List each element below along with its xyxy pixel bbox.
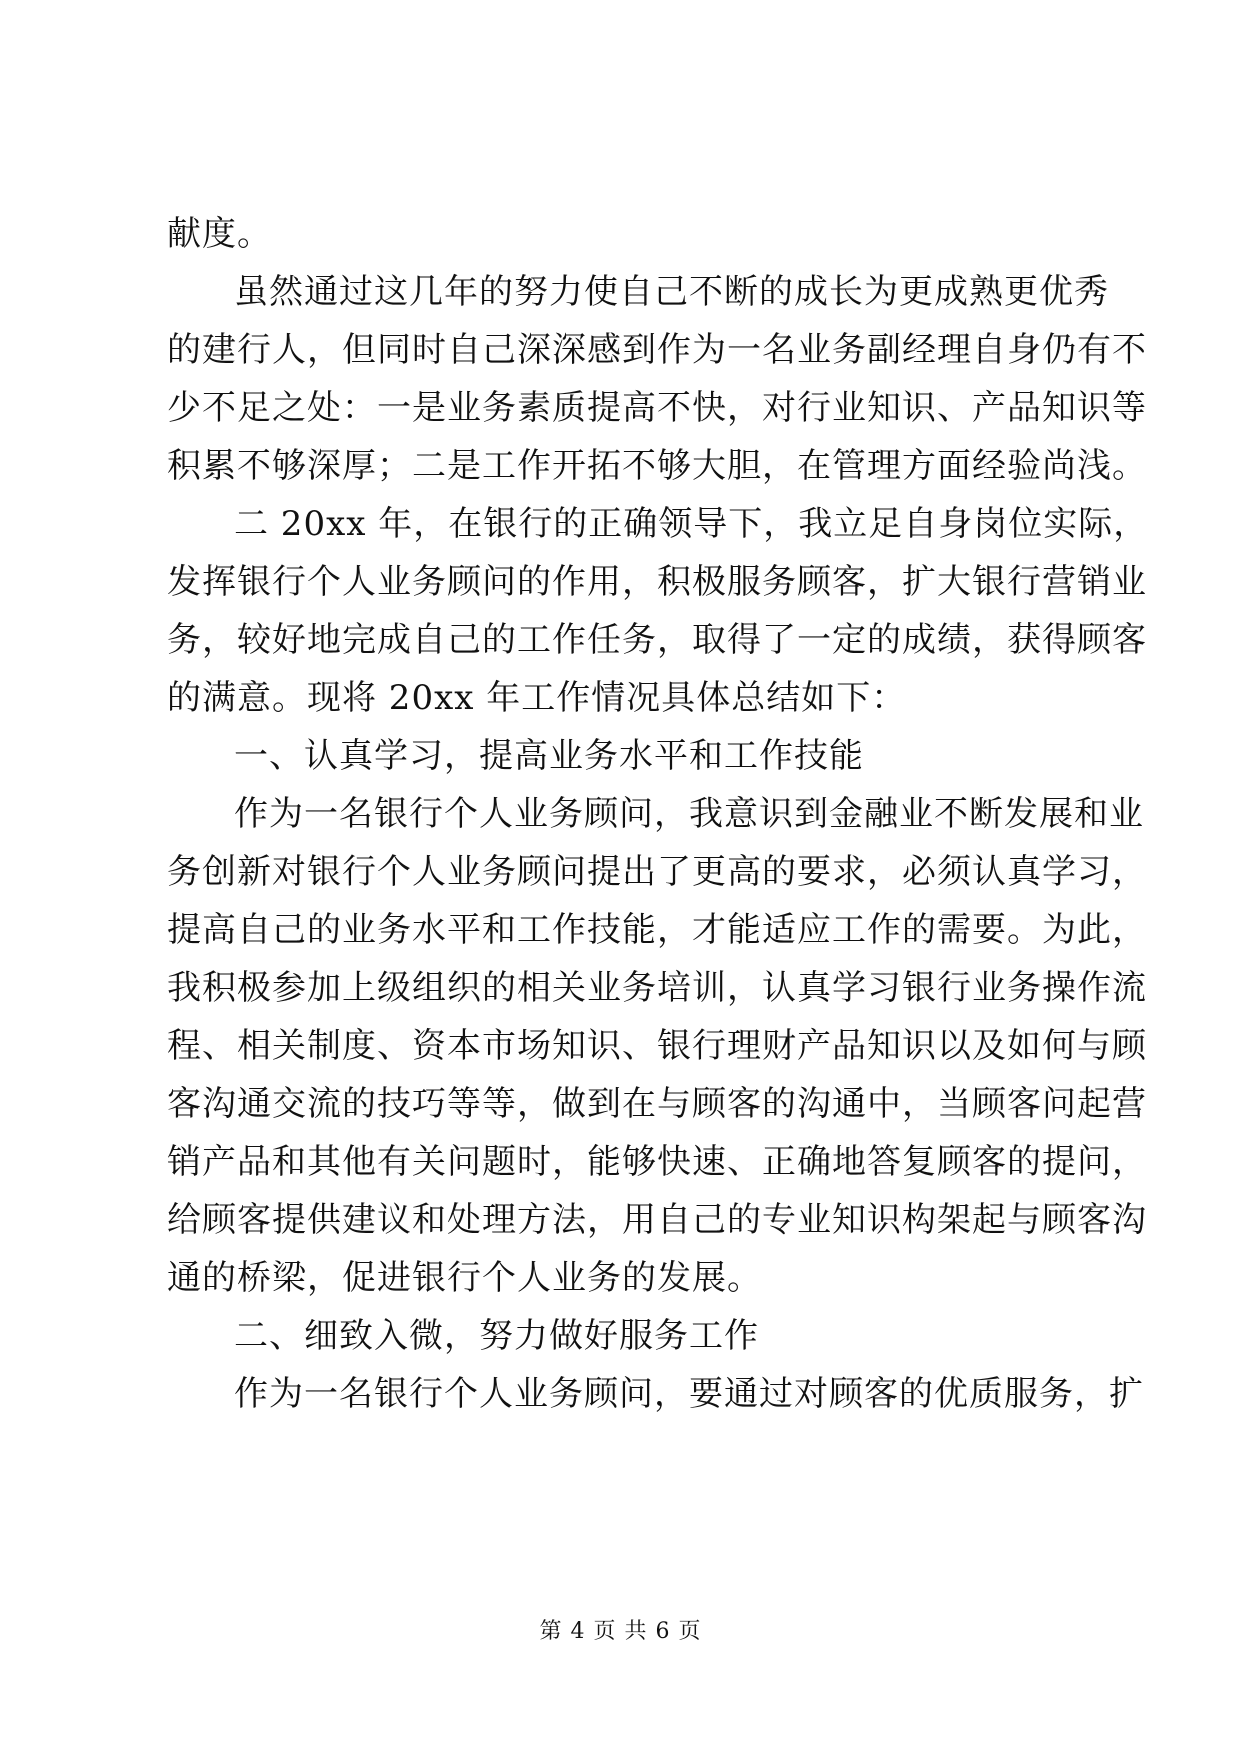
- text-line: 提高自己的业务水平和工作技能，才能适应工作的需要。为此，: [167, 910, 1147, 950]
- text-line: 客沟通交流的技巧等等，做到在与顾客的沟通中，当顾客问起营: [167, 1084, 1147, 1124]
- text-line: 少不足之处：一是业务素质提高不快，对行业知识、产品知识等: [167, 388, 1147, 428]
- paragraph-start: 虽然通过这几年的努力使自己不断的成长为更成熟更优秀: [234, 272, 1109, 312]
- text-line: 发挥银行个人业务顾问的作用，积极服务顾客，扩大银行营销业: [167, 562, 1147, 602]
- paragraph-start: 二 20xx 年，在银行的正确领导下，我立足自身岗位实际，: [234, 504, 1149, 544]
- text-line: 通的桥梁，促进银行个人业务的发展。: [167, 1258, 762, 1298]
- text-line: 程、相关制度、资本市场知识、银行理财产品知识以及如何与顾: [167, 1026, 1147, 1066]
- section-heading: 二、细致入微，努力做好服务工作: [234, 1316, 759, 1356]
- text-line: 的建行人，但同时自己深深感到作为一名业务副经理自身仍有不: [167, 330, 1147, 370]
- page-number-footer: 第 4 页 共 6 页: [539, 1619, 702, 1644]
- text-line: 献度。: [167, 214, 272, 254]
- text-line: 我积极参加上级组织的相关业务培训，认真学习银行业务操作流: [167, 968, 1147, 1008]
- paragraph-start: 作为一名银行个人业务顾问，我意识到金融业不断发展和业: [234, 794, 1144, 834]
- text-line: 销产品和其他有关问题时，能够快速、正确地答复顾客的提问，: [167, 1142, 1147, 1182]
- text-line: 务创新对银行个人业务顾问提出了更高的要求，必须认真学习，: [167, 852, 1147, 892]
- text-line: 的满意。现将 20xx 年工作情况具体总结如下：: [167, 678, 907, 718]
- text-line: 积累不够深厚；二是工作开拓不够大胆，在管理方面经验尚浅。: [167, 446, 1147, 486]
- text-line: 务，较好地完成自己的工作任务，取得了一定的成绩，获得顾客: [167, 620, 1147, 660]
- paragraph-start: 作为一名银行个人业务顾问，要通过对顾客的优质服务，扩: [234, 1374, 1144, 1414]
- section-heading: 一、认真学习，提高业务水平和工作技能: [234, 736, 864, 776]
- text-line: 给顾客提供建议和处理方法，用自己的专业知识构架起与顾客沟: [167, 1200, 1147, 1240]
